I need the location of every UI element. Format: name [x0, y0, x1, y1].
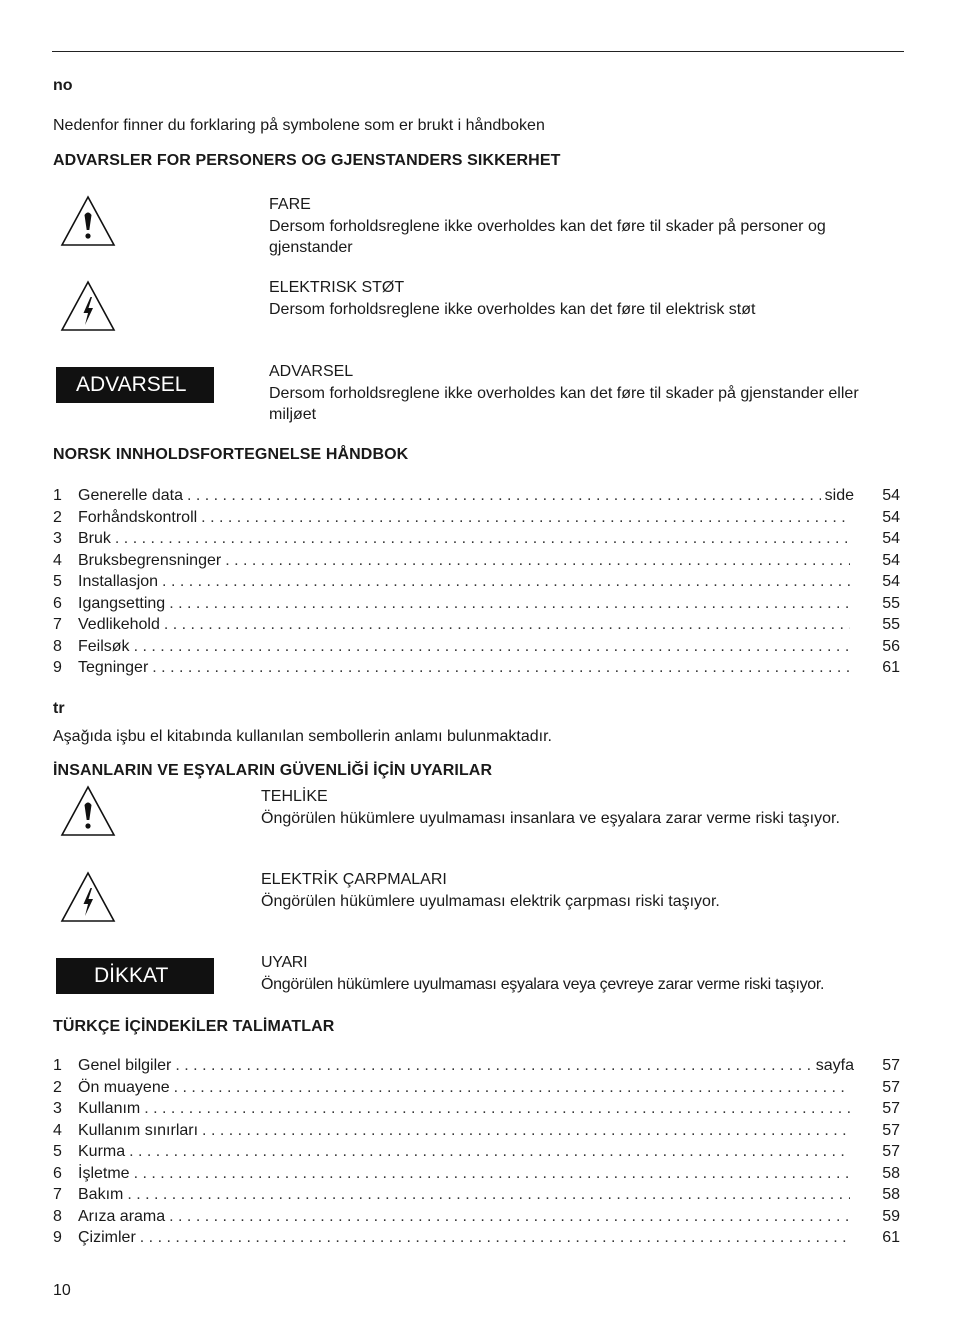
toc-title: Çizimler: [78, 1229, 136, 1246]
advarsel-label-box: ADVARSEL: [56, 367, 214, 403]
toc-number: 8: [53, 637, 62, 655]
top-rule: [52, 51, 904, 52]
toc-page-number: 57: [882, 1078, 900, 1096]
toc-title: Installasjon: [78, 573, 159, 590]
toc-number: 9: [53, 659, 62, 676]
toc-number: 1: [53, 1057, 62, 1074]
warning-electric-no: [269, 277, 909, 320]
toc-number: 2: [53, 1078, 62, 1096]
toc-row: [53, 1206, 900, 1228]
toc-title: Bakım: [78, 1186, 124, 1203]
language-code-no: no: [53, 77, 73, 94]
toc-leader-dots: [134, 1163, 850, 1185]
toc-leader-dots: [187, 485, 821, 507]
toc-row: [53, 1120, 900, 1142]
warning-description: Öngörülen hükümlere uyulmaması insanlara ve eşyalara zarar verme riski taşıyor.: [261, 809, 840, 827]
toc-page-number: 58: [882, 1186, 900, 1203]
warning-description: Öngörülen hükümlere uyulmaması eşyalara veya çevreye zarar verme riski taşıyor.: [261, 975, 825, 993]
toc-row: [53, 614, 900, 636]
toc-row: [53, 636, 900, 658]
toc-leader-dots: [174, 1077, 850, 1099]
warning-title: TEHLİKE: [261, 788, 328, 805]
toc-title: Kurma: [78, 1143, 126, 1160]
toc-number: 2: [53, 508, 62, 526]
toc-number: 5: [53, 573, 62, 590]
toc-number: 4: [53, 1121, 62, 1139]
warning-danger-no: [269, 194, 909, 259]
toc-list-tr: [53, 1055, 900, 1249]
toc-number: 6: [53, 1164, 62, 1182]
toc-number: 5: [53, 1143, 62, 1160]
toc-row: [53, 507, 900, 529]
toc-row: [53, 593, 900, 615]
toc-number: 1: [53, 487, 62, 504]
toc-page-number: 54: [882, 573, 900, 590]
toc-row: [53, 571, 900, 593]
warning-description: Dersom forholdsreglene ikke overholdes kan det føre til skader på personer og gjenstander: [269, 217, 826, 256]
safety-heading-tr: İNSANLARIN VE EŞYALARIN GÜVENLİĞİ İÇİN UYARILAR: [53, 762, 493, 779]
toc-side-label: side: [824, 487, 854, 504]
warning-description: Öngörülen hükümlere uyulmaması elektrik çarpması riski taşıyor.: [261, 892, 720, 910]
toc-leader-dots: [127, 1184, 850, 1206]
toc-number: 7: [53, 1186, 62, 1203]
toc-title: Generelle data: [78, 487, 183, 504]
warning-electric-tr: [261, 869, 901, 912]
toc-heading-tr: TÜRKÇE İÇİNDEKİLER TALİMATLAR: [53, 1018, 335, 1035]
toc-leader-dots: [169, 1206, 850, 1228]
toc-title: Feilsøk: [78, 637, 130, 655]
toc-leader-dots: [115, 528, 850, 550]
warning-caution-tr: [261, 952, 911, 995]
toc-page-number: 54: [882, 530, 900, 547]
toc-title: Genel bilgiler: [78, 1057, 172, 1074]
toc-number: 3: [53, 1100, 62, 1117]
toc-number: 9: [53, 1229, 62, 1246]
toc-leader-dots: [202, 1120, 850, 1142]
toc-leader-dots: [225, 550, 850, 572]
toc-row: [53, 1141, 900, 1163]
toc-leader-dots: [169, 593, 850, 615]
toc-page-number: 57: [882, 1100, 900, 1117]
toc-heading-no: NORSK INNHOLDSFORTEGNELSE HÅNDBOK: [53, 446, 409, 463]
page-number: 10: [53, 1282, 71, 1299]
toc-page-number: 54: [882, 551, 900, 569]
warning-title: ELEKTRISK STØT: [269, 279, 405, 296]
warning-description: Dersom forholdsreglene ikke overholdes kan det føre til skader på gjenstander eller miljøet: [269, 384, 859, 423]
toc-page-number: 57: [882, 1057, 900, 1074]
toc-number: 4: [53, 551, 62, 569]
toc-page-number: 58: [882, 1164, 900, 1182]
warning-description: Dersom forholdsreglene ikke overholdes kan det føre til elektrisk støt: [269, 300, 756, 318]
toc-page-number: 55: [882, 616, 900, 633]
intro-text-no: Nedenfor finner du forklaring på symbolene som er brukt i håndboken: [53, 117, 545, 134]
toc-page-number: 56: [882, 637, 900, 655]
toc-row: [53, 528, 900, 550]
toc-row: [53, 1184, 900, 1206]
toc-leader-dots: [152, 657, 850, 679]
toc-page-number: 57: [882, 1121, 900, 1139]
toc-title: Igangsetting: [78, 594, 166, 612]
general-danger-icon: [60, 785, 116, 837]
warning-title: UYARI: [261, 954, 308, 971]
toc-title: Arıza arama: [78, 1207, 166, 1225]
toc-title: Tegninger: [78, 659, 149, 676]
toc-page-number: 54: [882, 487, 900, 504]
language-code-tr: tr: [53, 700, 65, 717]
toc-number: 3: [53, 530, 62, 547]
toc-leader-dots: [164, 614, 850, 636]
warning-danger-tr: [261, 786, 861, 829]
toc-leader-dots: [134, 636, 850, 658]
toc-title: Bruk: [78, 530, 111, 547]
warning-title: FARE: [269, 196, 311, 213]
toc-title: Kullanım sınırları: [78, 1121, 199, 1139]
toc-row: [53, 550, 900, 572]
warning-title: ADVARSEL: [269, 363, 354, 380]
toc-leader-dots: [175, 1055, 811, 1077]
toc-title: Kullanım: [78, 1100, 141, 1117]
toc-leader-dots: [129, 1141, 850, 1163]
warning-title: ELEKTRİK ÇARPMALARI: [261, 871, 447, 888]
toc-row: [53, 1163, 900, 1185]
intro-text-tr: Aşağıda işbu el kitabında kullanılan sembollerin anlamı bulunmaktadır.: [53, 728, 552, 745]
toc-number: 7: [53, 616, 62, 633]
dikkat-label-box: DİKKAT: [56, 958, 214, 994]
toc-side-label: sayfa: [815, 1057, 854, 1074]
toc-row: [53, 1077, 900, 1099]
toc-row: [53, 1227, 900, 1249]
toc-leader-dots: [144, 1098, 850, 1120]
toc-page-number: 55: [882, 594, 900, 612]
toc-title: Bruksbegrensninger: [78, 551, 222, 569]
toc-list-no: [53, 485, 900, 679]
toc-row: [53, 485, 900, 507]
toc-page-number: 54: [882, 508, 900, 526]
toc-title: Ön muayene: [78, 1078, 170, 1096]
toc-leader-dots: [140, 1227, 850, 1249]
toc-title: İşletme: [78, 1164, 130, 1182]
toc-row: [53, 657, 900, 679]
toc-number: 6: [53, 594, 62, 612]
toc-page-number: 61: [882, 1229, 900, 1246]
toc-page-number: 59: [882, 1207, 900, 1225]
toc-row: [53, 1055, 900, 1077]
toc-page-number: 61: [882, 659, 900, 676]
warning-caution-no: [269, 361, 909, 426]
toc-row: [53, 1098, 900, 1120]
toc-number: 8: [53, 1207, 62, 1225]
safety-heading-no: ADVARSLER FOR PERSONERS OG GJENSTANDERS SIKKERHET: [53, 152, 561, 169]
electric-shock-icon: [60, 280, 116, 332]
toc-leader-dots: [162, 571, 850, 593]
toc-leader-dots: [201, 507, 850, 529]
toc-page-number: 57: [882, 1143, 900, 1160]
toc-title: Forhåndskontroll: [78, 508, 198, 526]
general-danger-icon: [60, 195, 116, 247]
toc-title: Vedlikehold: [78, 616, 160, 633]
electric-shock-icon: [60, 871, 116, 923]
